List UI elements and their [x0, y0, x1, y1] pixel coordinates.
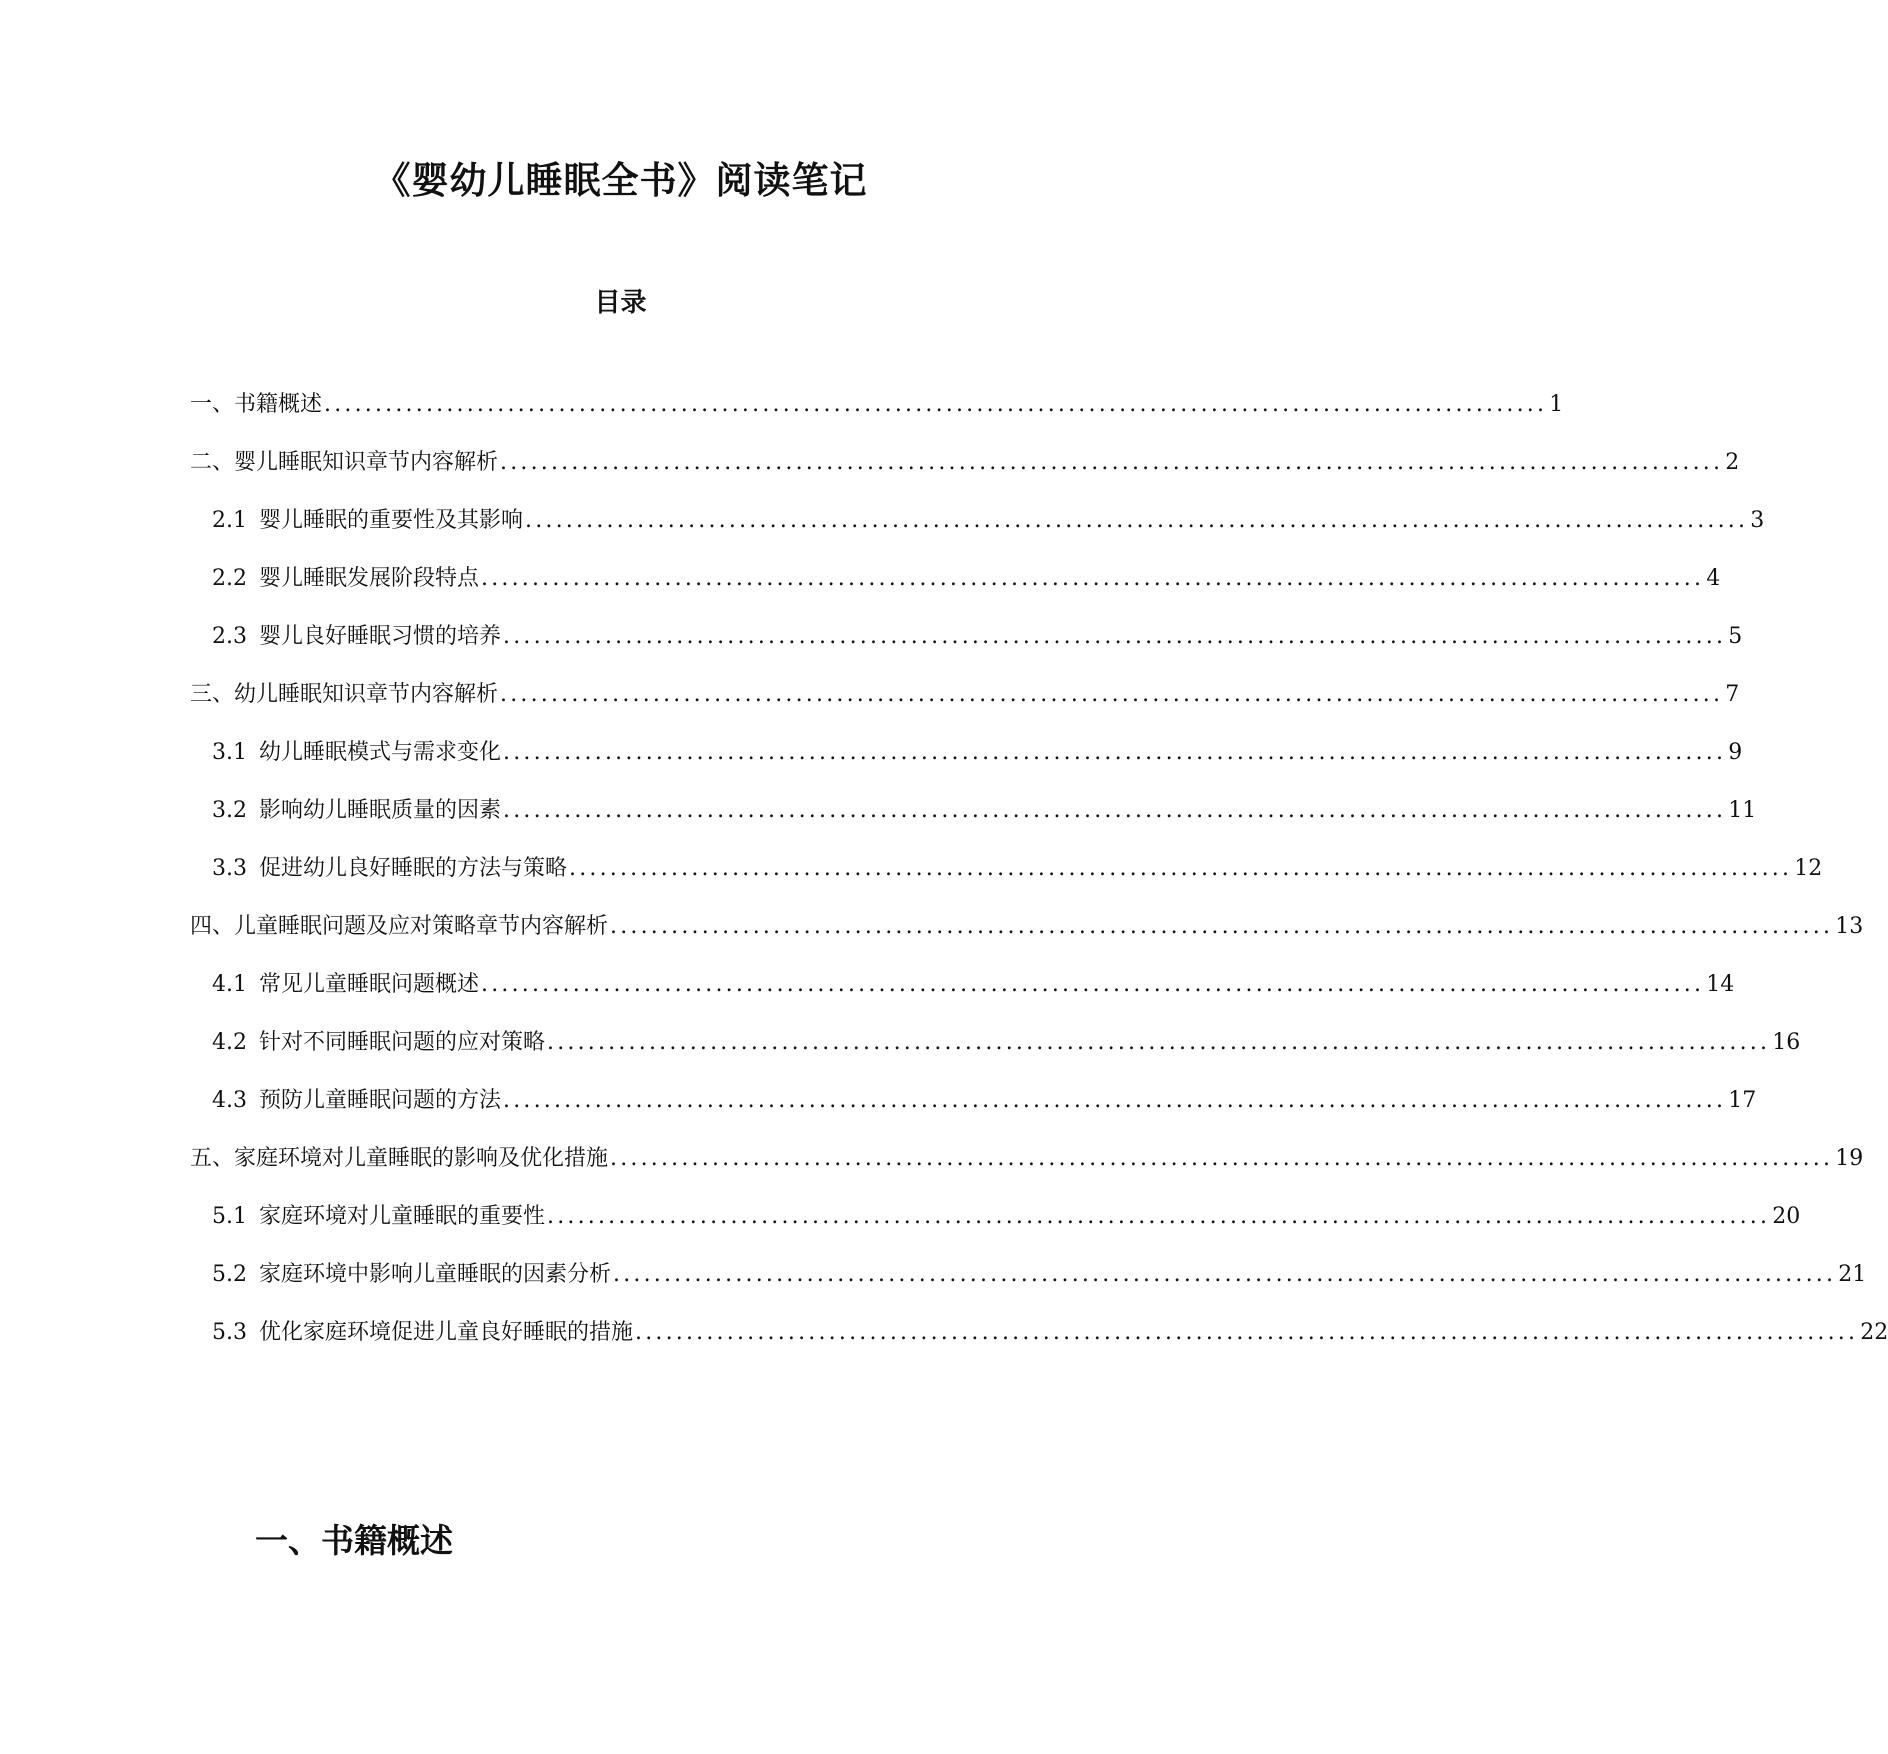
toc-entry[interactable]: [212, 1081, 1757, 1121]
toc-entry[interactable]: [212, 1313, 1888, 1353]
toc-leader-dots: ........................................................................................................................: [503, 624, 1727, 649]
toc-page-number: 22: [1860, 1320, 1888, 1345]
toc-entry-number: 2.1: [212, 508, 247, 533]
toc-page-number: 14: [1706, 972, 1735, 997]
toc-entry-label: 三、幼儿睡眠知识章节内容解析: [190, 682, 499, 707]
toc-entry[interactable]: [212, 617, 1743, 657]
toc-entry-number: 2.2: [212, 566, 247, 591]
toc-leader-dots: ........................................................................................................................: [324, 392, 1548, 417]
toc-entry[interactable]: [190, 675, 1740, 715]
toc-leader-dots: ........................................................................................................................: [547, 1030, 1771, 1055]
toc-page-number: 3: [1750, 508, 1765, 533]
toc-entry[interactable]: [190, 443, 1740, 483]
toc-page-number: 20: [1772, 1204, 1801, 1229]
toc-page-number: 9: [1728, 740, 1743, 765]
toc-entry-number: 5.1: [212, 1204, 247, 1229]
toc-entry-label: 四、儿童睡眠问题及应对策略章节内容解析: [190, 914, 609, 939]
toc-page-number: 13: [1835, 914, 1864, 939]
toc-entry[interactable]: [212, 965, 1735, 1005]
toc-entry-number: 2.3: [212, 624, 247, 649]
section-heading: 一、书籍概述: [255, 1521, 453, 1560]
toc-entry[interactable]: [212, 1197, 1801, 1237]
toc-leader-dots: ........................................................................................................................: [547, 1204, 1771, 1229]
toc-entry-label: 家庭环境中影响儿童睡眠的因素分析: [259, 1262, 612, 1287]
toc-page-number: 11: [1728, 798, 1757, 823]
toc-entry-label: 婴儿良好睡眠习惯的培养: [259, 624, 502, 649]
toc-entry-label: 促进幼儿良好睡眠的方法与策略: [259, 856, 568, 881]
toc-leader-dots: ........................................................................................................................: [610, 1146, 1834, 1171]
toc-entry[interactable]: [190, 907, 1864, 947]
toc-page-number: 5: [1728, 624, 1743, 649]
toc-entry-label: 婴儿睡眠的重要性及其影响: [259, 508, 524, 533]
toc-page-number: 21: [1838, 1262, 1867, 1287]
toc-entry-label: 幼儿睡眠模式与需求变化: [259, 740, 502, 765]
toc-leader-dots: ........................................................................................................................: [500, 450, 1724, 475]
toc-leader-dots: ........................................................................................................................: [500, 682, 1724, 707]
toc-entry-label: 家庭环境对儿童睡眠的重要性: [259, 1204, 546, 1229]
toc-entry[interactable]: [212, 849, 1823, 889]
toc-page-number: 2: [1725, 450, 1740, 475]
toc-leader-dots: ........................................................................................................................: [635, 1320, 1859, 1345]
toc-entry[interactable]: [212, 1255, 1867, 1295]
toc-entry[interactable]: [212, 791, 1757, 831]
toc-page-number: 4: [1706, 566, 1721, 591]
toc-page-number: 16: [1772, 1030, 1801, 1055]
toc-entry[interactable]: [190, 1139, 1864, 1179]
toc-leader-dots: ........................................................................................................................: [503, 798, 1727, 823]
toc-leader-dots: ........................................................................................................................: [569, 856, 1793, 881]
toc-entry-label: 影响幼儿睡眠质量的因素: [259, 798, 502, 823]
toc-heading: 目录: [594, 288, 647, 318]
toc-entry-label: 预防儿童睡眠问题的方法: [259, 1088, 502, 1113]
toc-entry-number: 5.2: [212, 1262, 247, 1287]
toc-page-number: 1: [1549, 392, 1564, 417]
toc-entry-label: 常见儿童睡眠问题概述: [259, 972, 480, 997]
toc-entry[interactable]: [190, 385, 1564, 425]
toc-page-number: 17: [1728, 1088, 1757, 1113]
toc-entry[interactable]: [212, 501, 1765, 541]
toc-leader-dots: ........................................................................................................................: [503, 740, 1727, 765]
toc-leader-dots: ........................................................................................................................: [503, 1088, 1727, 1113]
toc-entry-label: 五、家庭环境对儿童睡眠的影响及优化措施: [190, 1146, 609, 1171]
toc-page-number: 12: [1794, 856, 1823, 881]
toc-entry-number: 5.3: [212, 1320, 247, 1345]
toc-entry-label: 一、书籍概述: [190, 392, 323, 417]
toc-entry[interactable]: [212, 1023, 1801, 1063]
document-title: 《婴幼儿睡眠全书》阅读笔记: [373, 158, 868, 202]
toc-entry-number: 3.2: [212, 798, 247, 823]
toc-entry-label: 二、婴儿睡眠知识章节内容解析: [190, 450, 499, 475]
toc-entry-label: 婴儿睡眠发展阶段特点: [259, 566, 480, 591]
toc-entry-number: 4.2: [212, 1030, 247, 1055]
toc-entry-number: 3.3: [212, 856, 247, 881]
toc-entry-label: 优化家庭环境促进儿童良好睡眠的措施: [259, 1320, 634, 1345]
toc-entry-number: 3.1: [212, 740, 247, 765]
toc-leader-dots: ........................................................................................................................: [610, 914, 1834, 939]
toc-entry[interactable]: [212, 733, 1743, 773]
toc-leader-dots: ........................................................................................................................: [481, 972, 1705, 997]
toc-page-number: 19: [1835, 1146, 1864, 1171]
toc-leader-dots: ........................................................................................................................: [525, 508, 1749, 533]
toc-leader-dots: ........................................................................................................................: [481, 566, 1705, 591]
toc-entry[interactable]: [212, 559, 1721, 599]
toc-page-number: 7: [1725, 682, 1740, 707]
toc-entry-label: 针对不同睡眠问题的应对策略: [259, 1030, 546, 1055]
toc-entry-number: 4.1: [212, 972, 247, 997]
toc-entry-number: 4.3: [212, 1088, 247, 1113]
toc-leader-dots: ........................................................................................................................: [613, 1262, 1837, 1287]
